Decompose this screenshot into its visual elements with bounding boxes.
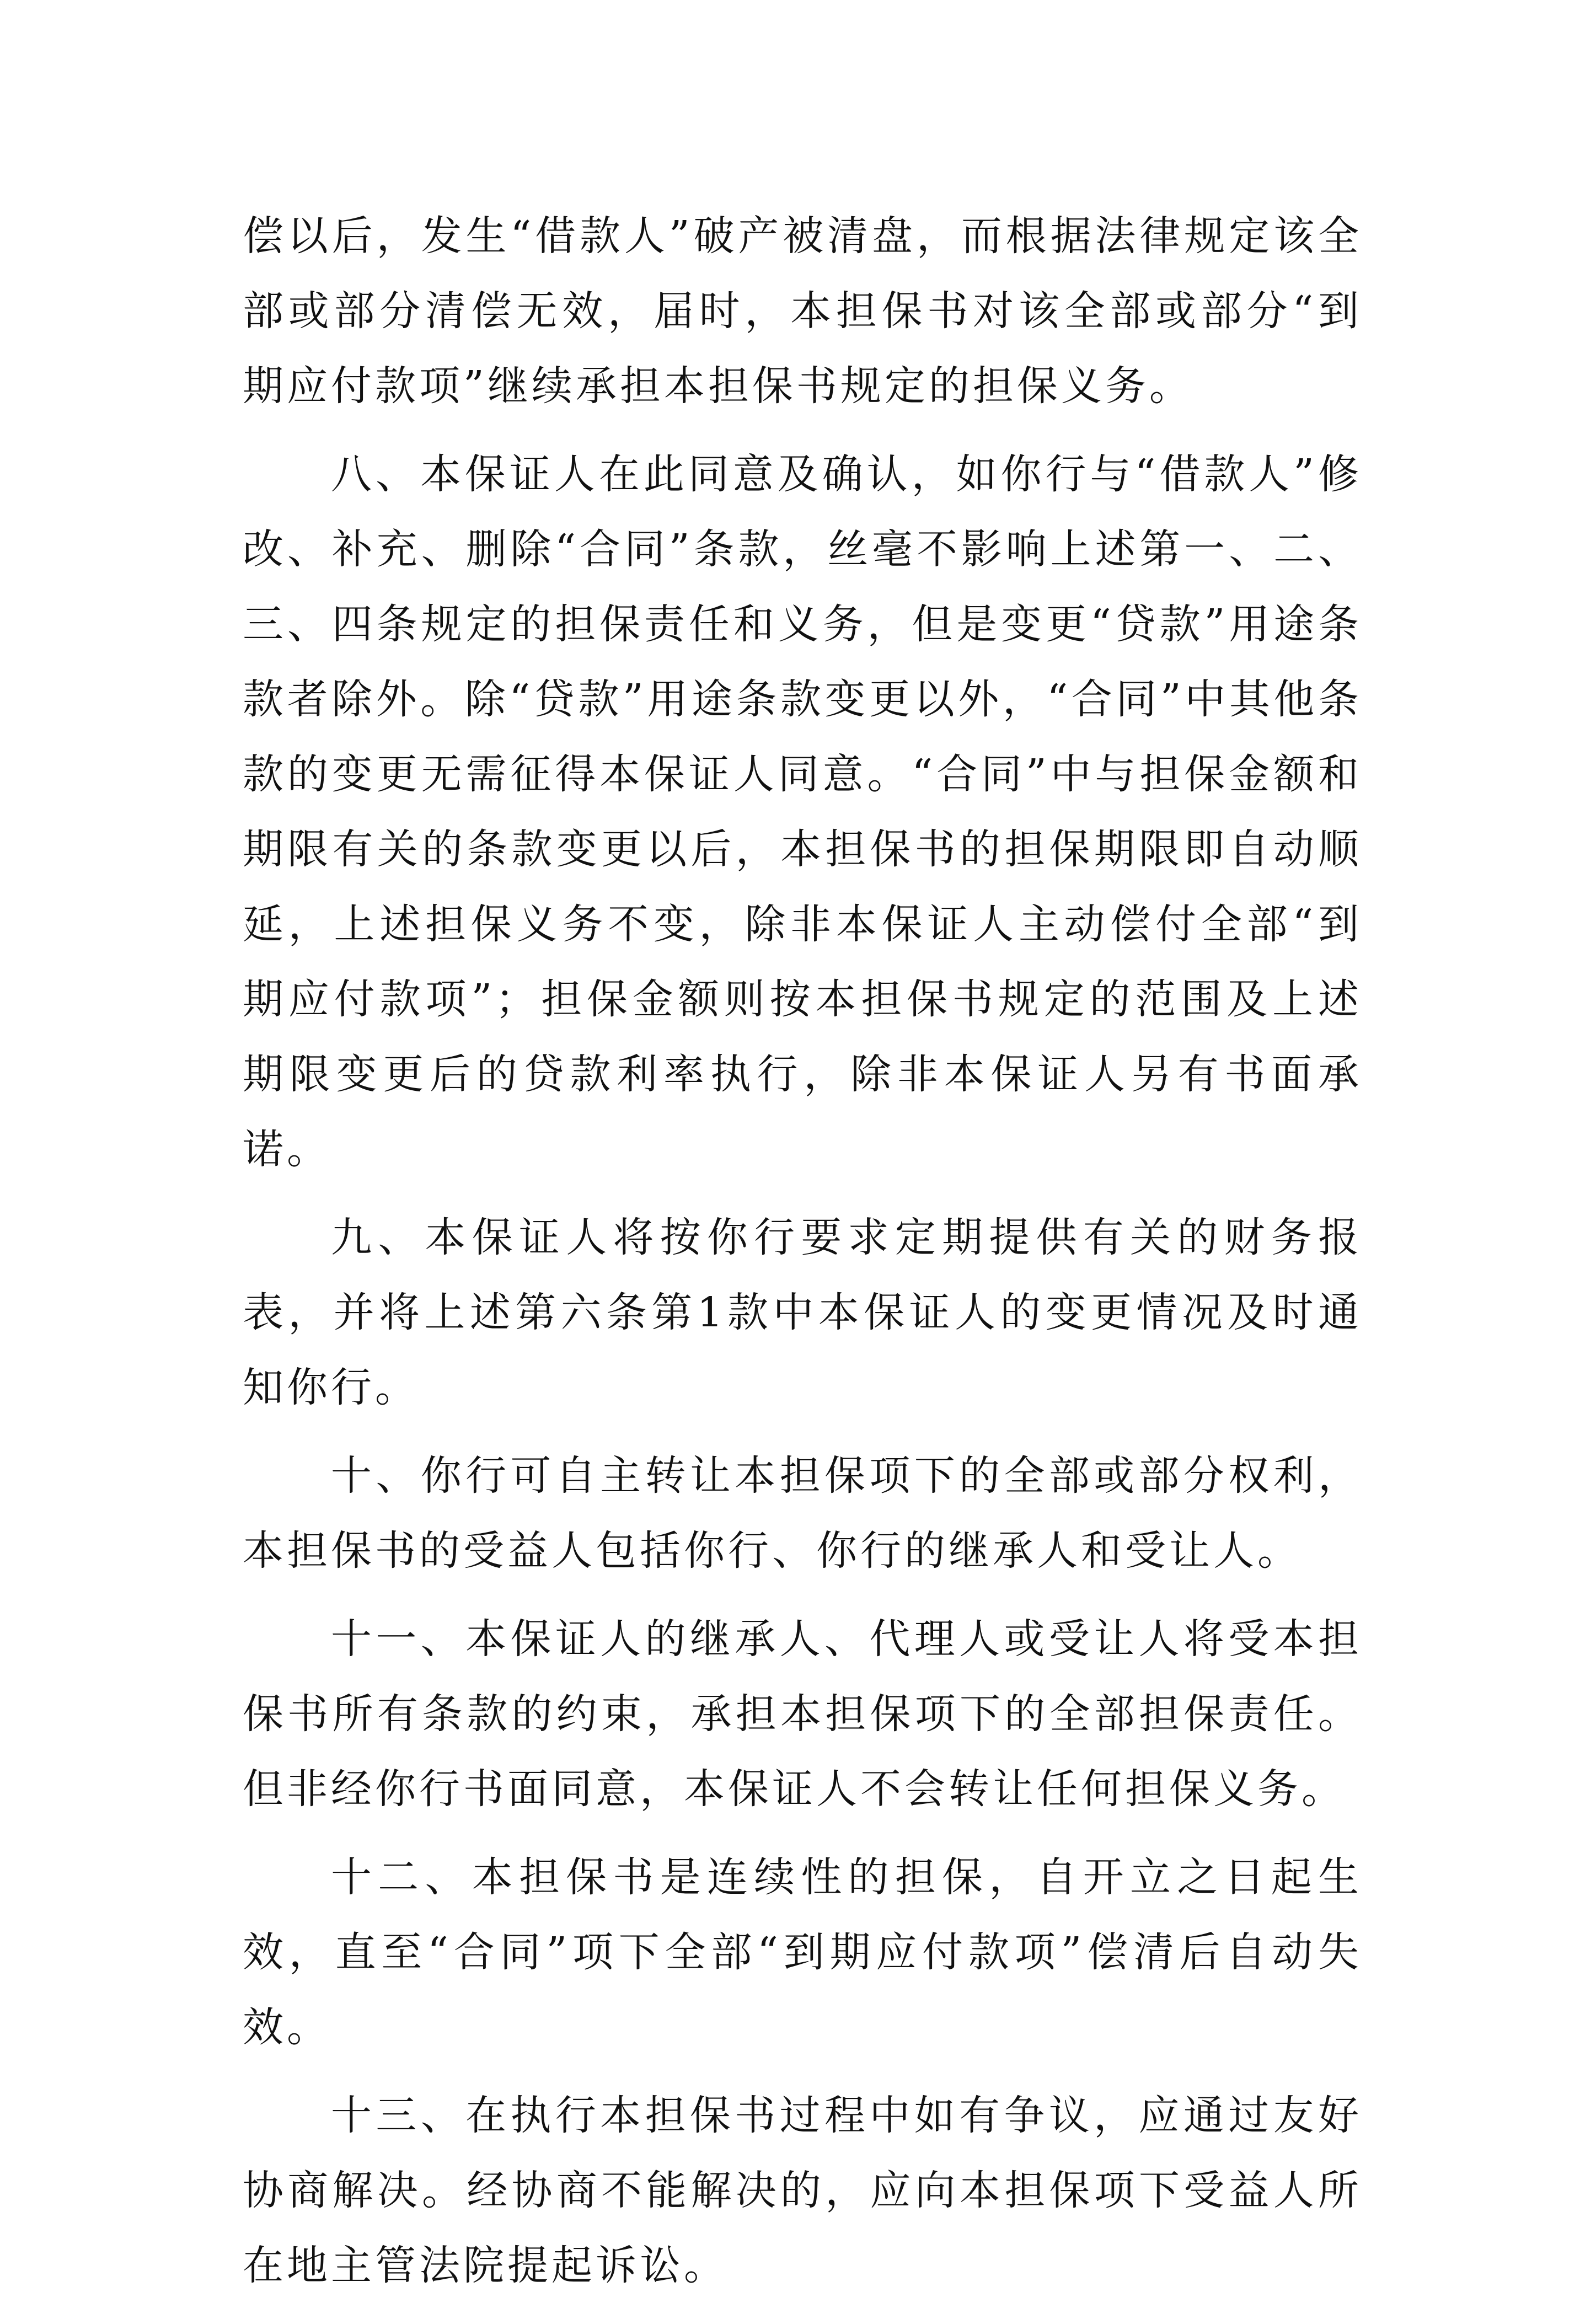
paragraph-clause-8: 八、本保证人在此同意及确认，如你行与“借款人”修改、补充、删除“合同”条款，丝毫不影响上述第一、二、三、四条规定的担保责任和义务，但是变更“贷款”用途条款者除外。除“贷款”用途条款变更以外，“合同”中其他条款的变更无需征得本保证人同意。“合同”中与担保金额和期限有关的条款变更以后，本担保书的担保期限即自动顺延，上述担保义务不变，除非本保证人主动偿付全部“到期应付款项”；担保金额则按本担保书规定的范围及上述期限变更后的贷款利率执行，除非本保证人另有书面承诺。 [243, 451, 1362, 1173]
paragraph-continuation: 偿以后，发生“借款人”破产被清盘，而根据法律规定该全部或部分清偿无效，届时，本担保书对该全部或部分“到期应付款项”继续承担本担保书规定的担保义务。 [243, 212, 1362, 410]
document-body [243, 199, 1362, 2303]
paragraph-clause-9: 九、本保证人将按你行要求定期提供有关的财务报表，并将上述第六条第1款中本保证人的变更情况及时通知你行。 [243, 1214, 1362, 1411]
paragraph-clause-12: 十二、本担保书是连续性的担保，自开立之日起生效，直至“合同”项下全部“到期应付款项”偿清后自动失效。 [243, 1854, 1362, 2051]
paragraph-clause-13: 十三、在执行本担保书过程中如有争议，应通过友好协商解决。经协商不能解决的，应向本担保项下受益人所在地主管法院提起诉讼。 [243, 2092, 1362, 2289]
paragraph-clause-11: 十一、本保证人的继承人、代理人或受让人将受本担保书所有条款的约束，承担本担保项下的全部担保责任。但非经你行书面同意，本保证人不会转让任何担保义务。 [243, 1615, 1362, 1813]
paragraph-clause-10: 十、你行可自主转让本担保项下的全部或部分权利，本担保书的受益人包括你行、你行的继承人和受让人。 [243, 1452, 1362, 1574]
